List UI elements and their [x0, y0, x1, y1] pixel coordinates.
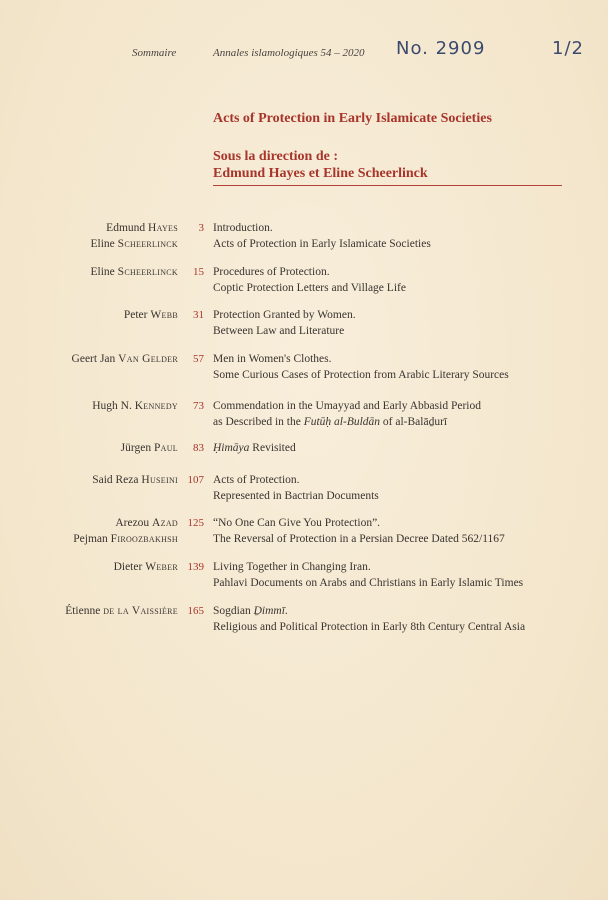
editors-names: Edmund Hayes et Eline Scheerlinck: [213, 166, 428, 181]
entry-authors: [124, 307, 178, 323]
entry-authors: [65, 603, 178, 619]
issue-title: Acts of Protection in Early Islamicate Societies: [213, 111, 492, 126]
entry-page-number: 57: [193, 353, 204, 365]
author: Eline Scheerlinck: [90, 238, 178, 250]
entry-authors: [114, 559, 178, 575]
author: Pejman Firoozbakhsh: [73, 533, 178, 545]
entry-title: Sogdian Ḏimmī. Religious and Political Protection in Early 8th Century Central Asia: [213, 605, 526, 633]
entry-title: Introduction. Acts of Protection in Early Islamicate Societies: [213, 222, 431, 250]
entry-title: Procedures of Protection. Coptic Protection Letters and Village Life: [213, 266, 406, 294]
entry-authors: [92, 472, 178, 488]
entry-authors: [90, 220, 178, 252]
entry-page-number: 125: [187, 517, 204, 529]
entry-authors: [121, 440, 178, 456]
handwritten-volume-note: 1/2: [552, 38, 584, 59]
entry-authors: [92, 398, 178, 414]
entry-title: Ḥimāya Revisited: [213, 442, 296, 454]
entry-page-number: 139: [187, 561, 204, 573]
author: Dieter Weber: [113, 561, 178, 573]
title-divider: [213, 185, 562, 186]
header-journal-label: Annales islamologiques 54 – 2020: [213, 47, 365, 59]
entry-title: Acts of Protection. Represented in Bactrian Documents: [213, 474, 379, 502]
entry-page-number: 73: [193, 400, 204, 412]
handwritten-accession-number: No. 2909: [396, 38, 486, 59]
entry-title: Men in Women's Clothes. Some Curious Cases of Protection from Arabic Literary Sources: [213, 353, 509, 381]
entry-page-number: 31: [193, 309, 204, 321]
entry-authors: [72, 351, 178, 367]
entry-authors: [73, 515, 178, 547]
entry-title: “No One Can Give You Protection”. The Reversal of Protection in a Persian Decree Dated 562/1167: [213, 517, 505, 545]
author: Peter Webb: [123, 309, 178, 321]
author: Edmund Hayes: [106, 222, 178, 234]
author: Geert Jan Van Gelder: [71, 353, 178, 365]
entry-page-number: 107: [187, 474, 204, 486]
entry-page-number: 165: [187, 605, 204, 617]
header-section-label: Sommaire: [132, 47, 177, 59]
entry-authors: [90, 264, 178, 280]
issue-title-block: [213, 110, 492, 182]
entry-page-number: 83: [193, 442, 204, 454]
entry-title: Protection Granted by Women. Between Law and Literature: [213, 309, 356, 337]
author: Arezou Azad: [115, 517, 178, 529]
entry-page-number: 15: [193, 266, 204, 278]
editors-label: Sous la direction de :: [213, 149, 338, 164]
author: Eline Scheerlinck: [90, 266, 178, 278]
entry-title: Living Together in Changing Iran. Pahlavi Documents on Arabs and Christians in Early Islamic Times: [213, 561, 524, 589]
author: Said Reza Huseini: [92, 474, 178, 486]
author: Hugh N. Kennedy: [92, 400, 178, 412]
author: Jürgen Paul: [120, 442, 178, 454]
entry-page-number: 3: [198, 222, 204, 234]
entry-title: Commendation in the Umayyad and Early Abbasid Period as Described in the Futūḥ al-Buldān of al-Balāḏurī: [213, 400, 481, 428]
author: Étienne de la Vaissière: [65, 605, 178, 617]
